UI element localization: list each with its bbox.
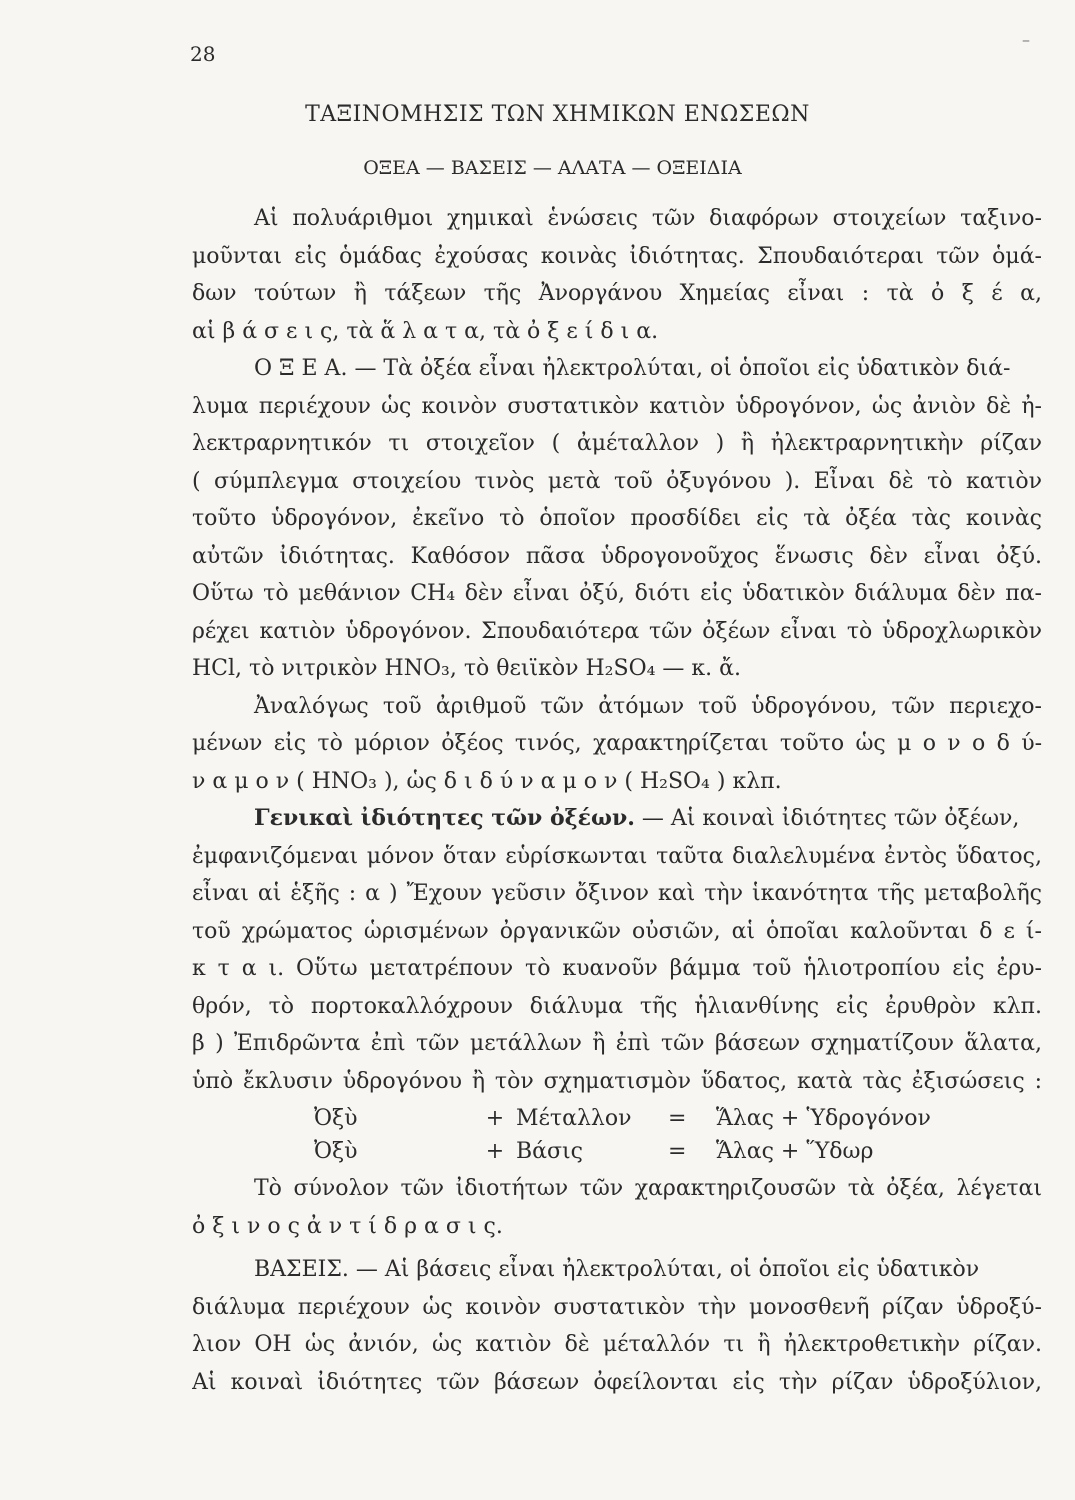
text-line: HCl, τὸ νιτρικὸν HNO₃, τὸ θειϊκὸν H₂SO₄ — κ. ἄ. xyxy=(192,656,741,681)
text-line: Αἱ κοιναὶ ἰδιότητες τῶν βάσεων ὀφείλονται εἰς τὴν ρίζαν ὑδροξύλιον, xyxy=(192,1369,1042,1395)
text-line: κ τ α ι. Οὕτω μετατρέπουν τὸ κυανοῦν βάμμα τοῦ ἡλιοτροπίου εἰς ἐρυ- xyxy=(192,956,1042,981)
equation-rhs: Ἅλας + Ὑδρογόνον xyxy=(716,1106,931,1131)
equation-plus: + xyxy=(485,1106,505,1131)
equation-rhs: Ἅλας + Ὕδωρ xyxy=(716,1139,874,1164)
section-heading-acids: Ο Ξ Ε Α. xyxy=(254,356,348,381)
text-fragment: — Αἱ βάσεις εἶναι ἠλεκτρολύται, οἱ ὁποῖοι εἰς ὑδατικὸν xyxy=(355,1257,980,1282)
text-line: ὑπὸ ἔκλυσιν ὑδρογόνου ἢ τὸν σχηματισμὸν ὕδατος, κατὰ τὰς ἐξισώσεις : xyxy=(192,1068,1042,1094)
text-line: ρέχει κατιὸν ὑδρογόνον. Σπουδαιότερα τῶν ὀξέων εἶναι τὸ ὑδροχλωρικὸν xyxy=(192,618,1042,644)
text-line: λιον OH ὡς ἀνιόν, ὡς κατιὸν δὲ μέταλλόν τι ἢ ἠλεκτροθετικὴν ρίζαν. xyxy=(192,1332,1042,1357)
text-line xyxy=(192,350,1042,388)
text-line: τοῦ χρώματος ὡρισμένων ὀργανικῶν οὐσιῶν, αἱ ὁποῖαι καλοῦνται δ ε ί- xyxy=(192,918,1042,944)
section-heading-acid-properties: Γενικαὶ ἰδιότητες τῶν ὀξέων. xyxy=(254,805,635,831)
equation-block xyxy=(192,1100,1042,1166)
text-fragment: — Τὰ ὀξέα εἶναι ἠλεκτρολύται, οἱ ὁποῖοι εἰς ὑδατικὸν διά- xyxy=(354,356,1011,381)
text-line: αἱ β ά σ ε ι ς, τὰ ἅ λ α τ α, τὰ ὀ ξ ε ί δ ι α. xyxy=(192,318,659,344)
text-line: αὐτῶν ἰδιότητας. Καθόσον πᾶσα ὑδρογονοῦχος ἕνωσις δὲν εἶναι ὀξύ. xyxy=(192,543,1042,569)
equation xyxy=(314,1100,1042,1133)
text-line xyxy=(192,800,1042,838)
text-line: μένων εἰς τὸ μόριον ὀξέος τινός, χαρακτηρίζεται τοῦτο ὡς μ ο ν ο δ ύ- xyxy=(192,731,1042,756)
corner-mark: – xyxy=(1022,30,1030,49)
equation-lhs: Ὀξὺ xyxy=(314,1106,358,1131)
equation xyxy=(314,1133,1042,1166)
text-line: ν α μ ο ν ( HNO₃ ), ὡς δ ι δ ύ ν α μ ο ν ( H₂SO₄ ) κλπ. xyxy=(192,768,782,794)
text-line: Τὸ σύνολον τῶν ἰδιοτήτων τῶν χαρακτηριζουσῶν τὰ ὀξέα, λέγεται xyxy=(254,1176,1042,1201)
equation-reactant: Μέταλλον xyxy=(516,1106,632,1131)
text-line: Αἱ πολυάριθμοι χημικαὶ ἑνώσεις τῶν διαφόρων στοιχείων ταξινο- xyxy=(254,206,1042,231)
text-line: εἶναι αἱ ἑξῆς : α ) Ἔχουν γεῦσιν ὄξινον καὶ τὴν ἱκανότητα τῆς μεταβολῆς xyxy=(192,881,1042,906)
text-line xyxy=(192,1251,1042,1289)
text-line: θρόν, τὸ πορτοκαλλόχρουν διάλυμα τῆς ἡλιανθίνης εἰς ἐρυθρὸν κλπ. xyxy=(192,993,1042,1019)
text-line: λυμα περιέχουν ὡς κοινὸν συστατικὸν κατιὸν ὑδρογόνον, ὡς ἀνιὸν δὲ ἠ- xyxy=(192,393,1042,419)
page-number: 28 xyxy=(190,42,216,66)
text-line: Ἀναλόγως τοῦ ἀριθμοῦ τῶν ἀτόμων τοῦ ὑδρογόνου, τῶν περιεχο- xyxy=(254,693,1042,719)
body-text xyxy=(192,200,1042,1401)
text-line: τοῦτο ὑδρογόνον, ἐκεῖνο τὸ ὁποῖον προσδίδει εἰς τὰ ὀξέα τὰς κοινὰς xyxy=(192,506,1042,531)
text-line: β ) Ἐπιδρῶντα ἐπὶ τῶν μετάλλων ἢ ἐπὶ τῶν βάσεων σχηματίζουν ἅλατα, xyxy=(192,1031,1042,1056)
text-line: διάλυμα περιέχουν ὡς κοινὸν συστατικὸν τὴν μονοσθενῆ ρίζαν ὑδροξύ- xyxy=(192,1294,1042,1320)
equation-reactant: Βάσις xyxy=(516,1139,583,1164)
text-line: δων τούτων ἢ τάξεων τῆς Ἀνοργάνου Χημείας εἶναι : τὰ ὀ ξ έ α, xyxy=(192,281,1042,306)
text-line: Οὕτω τὸ μεθάνιον CH₄ δὲν εἶναι ὀξύ, διότι εἰς ὑδατικὸν διάλυμα δὲν πα- xyxy=(192,581,1042,606)
text-line: ἐμφανιζόμεναι μόνον ὅταν εὑρίσκωνται ταῦτα διαλελυμένα ἐντὸς ὕδατος, xyxy=(192,843,1042,869)
equation-lhs: Ὀξὺ xyxy=(314,1139,358,1164)
page-subtitle: ΟΞΕΑ — ΒΑΣΕΙΣ — ΑΛΑΤΑ — ΟΞΕΙΔΙΑ xyxy=(363,157,742,179)
text-fragment: — Αἱ κοιναὶ ἰδιότητες τῶν ὀξέων, xyxy=(641,806,1020,831)
text-line: λεκτραρνητικόν τι στοιχεῖον ( ἀμέταλλον ) ἢ ἠλεκτραρνητικὴν ρίζαν xyxy=(192,431,1042,456)
section-heading-bases: ΒΑΣΕΙΣ. xyxy=(254,1257,349,1282)
text-line: μοῦνται εἰς ὁμάδας ἐχούσας κοινὰς ἰδιότητας. Σπουδαιότεραι τῶν ὁμά- xyxy=(192,243,1042,269)
page-title: ΤΑΞΙΝΟΜΗΣΙΣ ΤΩΝ ΧΗΜΙΚΩΝ ΕΝΩΣΕΩΝ xyxy=(305,102,810,127)
equation-plus: + xyxy=(485,1139,505,1164)
text-line: ὀ ξ ι ν ο ς ἀ ν τ ί δ ρ α σ ι ς. xyxy=(192,1213,503,1239)
equation-equals: = xyxy=(668,1139,687,1164)
text-line: ( σύμπλεγμα στοιχείου τινὸς μετὰ τοῦ ὀξυγόνου ). Εἶναι δὲ τὸ κατιὸν xyxy=(192,468,1042,494)
equation-equals: = xyxy=(668,1106,687,1131)
